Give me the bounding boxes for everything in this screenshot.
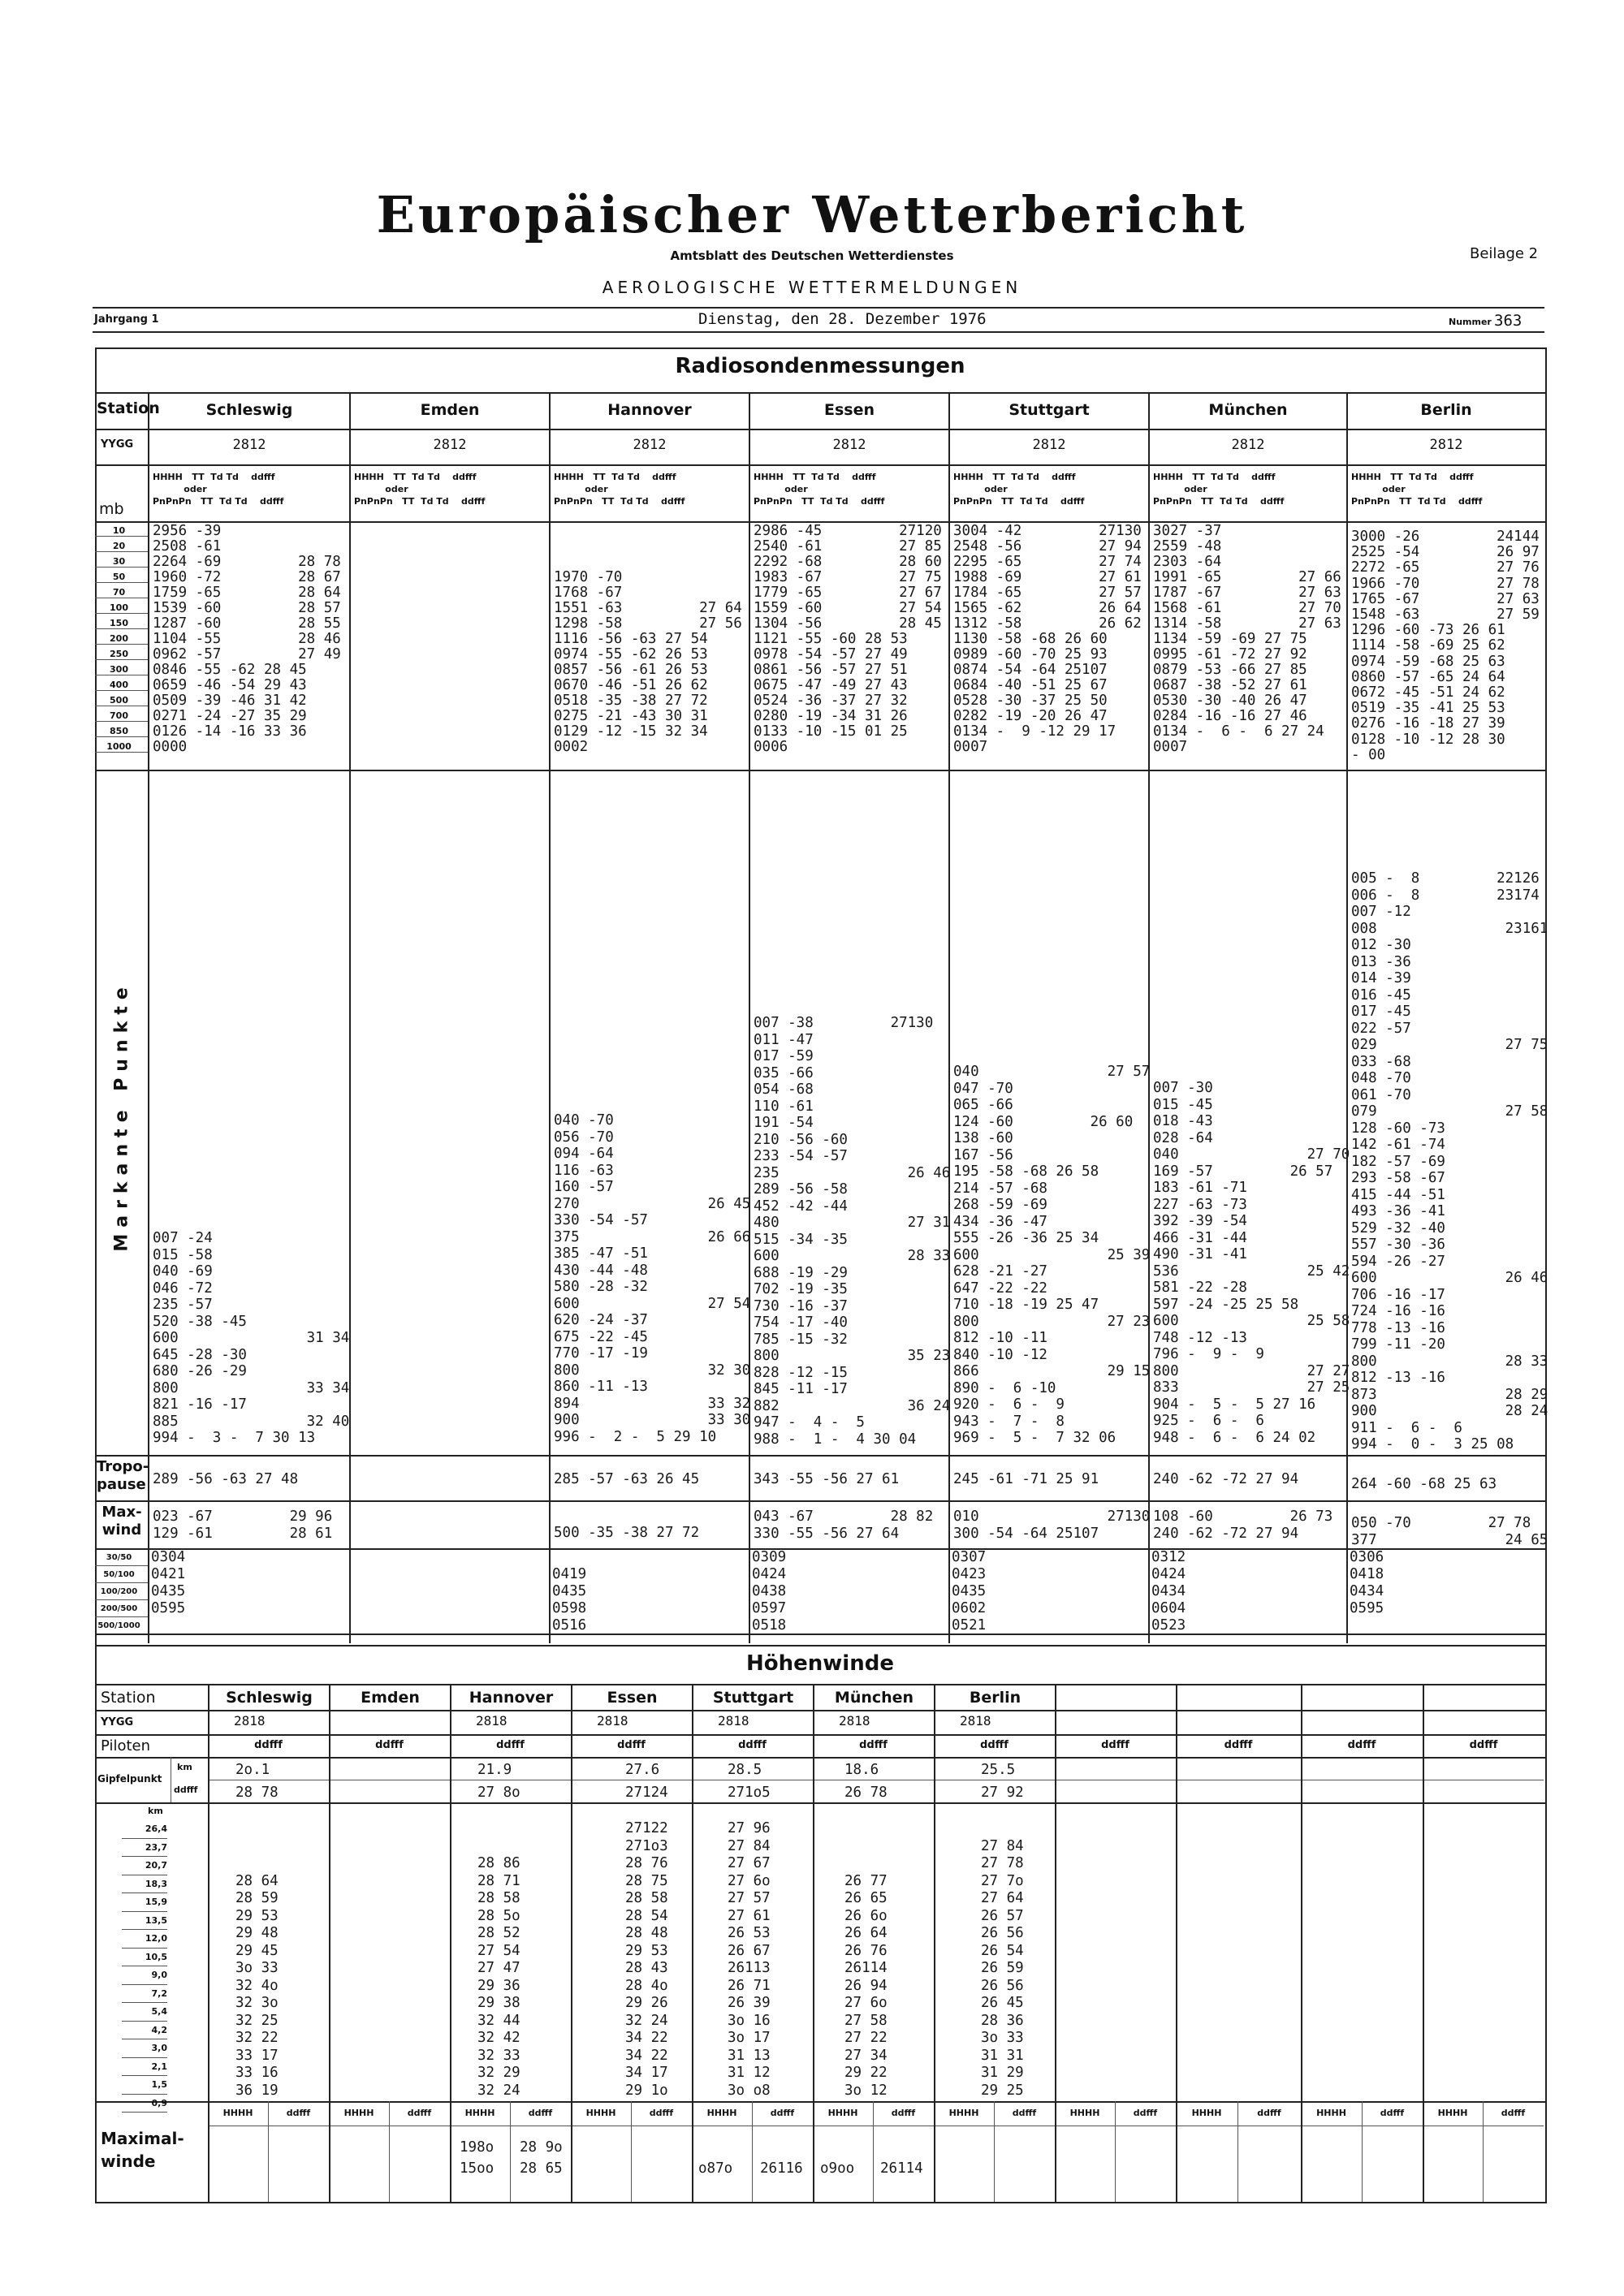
station-essen: Essen [823, 401, 875, 419]
ddfff-label: ddfff [375, 1739, 404, 1751]
station-schleswig: Schleswig [205, 401, 293, 419]
maxw-muenchen: 108 -60 26 73 240 -62 -72 27 94 [1153, 1508, 1333, 1542]
column-header: HHHH TT Td Td ddfff oder PnPnPn TT Td Td ddfff [354, 472, 486, 507]
ddfff-label: ddfff [891, 2108, 916, 2118]
mark-schleswig: 007 -24 015 -58 040 -69 046 -72 235 -57 520 -38 -45 600 31 34 645 -28 -30 680 -26 -29 800 33 34 821 -16 -17 885 32 40 994 - 3 - 7 30 13 [153, 1230, 350, 1446]
tropo-stuttgart: 245 -61 -71 25 91 [953, 1471, 1099, 1487]
tropopause-label: Tropo- pause [97, 1458, 149, 1493]
hw-station-muenchen: München [834, 1689, 914, 1707]
tropo-berlin: 264 -60 -68 25 63 [1351, 1476, 1497, 1492]
column-header: HHHH TT Td Td ddfff oder PnPnPn TT Td Td ddfff [554, 472, 685, 507]
hhhh-label: HHHH [343, 2108, 374, 2118]
hw-schleswig: 28 64 28 59 29 53 29 48 29 45 3o 33 32 4o 32 3o 32 25 32 22 33 17 33 16 36 19 [235, 1872, 279, 2099]
yygg-value: 2812 [1032, 437, 1066, 453]
std-essen: 2986 -45 27120 2540 -61 27 85 2292 -68 28 60 1983 -67 27 75 1779 -65 27 67 1559 -60 27 54 1304 -56 28 45 1121 -55 -60 28 53 0978 -54 -57 27 49 0861 -56 -57 27 51 0675 -47 -49 27 43 0524 -36 -37 27 32 0280 -19 -34 31 26 0133 -10 -15 01 25 0006 [754, 523, 942, 755]
maxw-essen: 043 -67 28 82 330 -55 -56 27 64 [754, 1508, 934, 1542]
jahrgang: Jahrgang 1 [94, 313, 159, 326]
gipfel-berlin: 25.5 27 92 [981, 1762, 1024, 1801]
hw-yygg: 2818 [234, 1713, 266, 1728]
hw-berlin: 27 84 27 78 27 7o 27 64 26 57 26 56 26 54 26 59 26 56 26 45 28 36 3o 33 31 31 31 29 29 25 [981, 1837, 1024, 2099]
yygg-label: YYGG [101, 438, 134, 451]
km-label: km [148, 1806, 163, 1816]
hw-station-label: Station [101, 1689, 156, 1707]
ddfff-label: ddfff [254, 1739, 283, 1751]
subtitle: Amtsblatt des Deutschen Wetterdienstes [670, 248, 954, 263]
column-header: HHHH TT Td Td ddfff oder PnPnPn TT Td Td ddfff [1153, 472, 1285, 507]
radiosonde-title: Radiosondenmessungen [675, 354, 965, 378]
station-berlin: Berlin [1420, 401, 1472, 419]
ddfff-label: ddfff [407, 2108, 432, 2118]
hw-yygg: 2818 [718, 1713, 749, 1728]
hhhh-label: HHHH [1191, 2108, 1222, 2118]
yygg-value: 2812 [633, 437, 667, 453]
section-title: AEROLOGISCHE WETTERMELDUNGEN [602, 278, 1022, 297]
ddfff-label: ddfff [617, 1739, 646, 1751]
hhhh-label: HHHH [1437, 2108, 1468, 2118]
ddfff-label: ddfff [859, 1739, 888, 1751]
maximalwinde-label: Maximal- winde [101, 2129, 184, 2171]
station-muenchen: München [1208, 401, 1288, 419]
yygg-value: 2812 [832, 437, 866, 453]
ddfff-label: ddfff [1257, 2108, 1281, 2118]
hw-yygg: 2818 [476, 1713, 508, 1728]
tropo-hannover: 285 -57 -63 26 45 [554, 1471, 700, 1487]
mark-berlin: 005 - 8 22126 006 - 8 23174 007 -12 008 23161 012 -30 013 -36 014 -39 016 -45 017 -45 022 -57 029 27 75 033 -68 048 -70 061 -70 079 27 58 128 -60 -73 142 -61 -74 182 -57 -69 293 -58 -67 415 -44 -51 493 -36 -41 529 -32 -40 557 -30 -36 594 -26 -27 600 26 46 706 -16 -17 724 -16 -16 778 -13 -16 799 -11 -20 800 28 33 812 -13 -16 873 28 29 900 28 24 911 - 6 - 6 994 - 0 - 3 25 08 [1351, 870, 1548, 1452]
ddfff-label: ddfff [1469, 1739, 1498, 1751]
hw-hannover: 28 86 28 71 28 58 28 5o 28 52 27 54 27 47 29 36 29 38 32 44 32 42 32 33 32 29 32 24 [477, 1855, 520, 2099]
hw-essen: 27122 271o3 28 76 28 75 28 58 28 54 28 48 29 53 28 43 28 4o 29 26 32 24 34 22 34 22 34 17 29 1o [625, 1820, 668, 2099]
ddfff-label: ddfff [1380, 2108, 1405, 2118]
shear-berlin: 0306 0418 0434 0595 [1350, 1549, 1384, 1616]
hw-yygg: 2818 [597, 1713, 628, 1728]
rule [93, 307, 1544, 309]
yygg-value: 2812 [1429, 437, 1463, 453]
column-header: HHHH TT Td Td ddfff oder PnPnPn TT Td Td ddfff [754, 472, 885, 507]
maxw-essen-d: o87o [698, 2160, 733, 2177]
yygg-value: 2812 [232, 437, 266, 453]
tropo-muenchen: 240 -62 -72 27 94 [1153, 1471, 1299, 1487]
hw-station-hannover: Hannover [469, 1689, 554, 1707]
ddfff-label: ddfff [980, 1739, 1009, 1751]
maxw-muenchen-h: 26114 [880, 2160, 923, 2177]
std-schleswig: 2956 -39 2508 -61 2264 -69 28 78 1960 -72 28 67 1759 -65 28 64 1539 -60 28 57 1287 -60 28 55 1104 -55 28 46 0962 -57 27 49 0846 -55 -62 28 45 0659 -46 -54 29 43 0509 -39 -46 31 42 0271 -24 -27 35 29 0126 -14 -16 33 36 0000 [153, 523, 341, 755]
mb-label: mb [99, 500, 124, 518]
gipfelpunkt-label: Gipfelpunkt [97, 1773, 162, 1785]
hhhh-label: HHHH [706, 2108, 737, 2118]
shear-schleswig: 0304 0421 0435 0595 [151, 1549, 186, 1616]
maxw-stuttgart-h: 26116 [760, 2160, 803, 2177]
std-muenchen: 3027 -37 2559 -48 2303 -64 1991 -65 27 66 1787 -67 27 63 1568 -61 27 70 1314 -58 27 63 1134 -59 -69 27 75 0995 -61 -72 27 92 0879 -53 -66 27 85 0687 -38 -52 27 61 0530 -30 -40 26 47 0284 -16 -16 27 46 0134 - 6 - 6 27 24 0007 [1153, 523, 1341, 755]
hhhh-label: HHHH [464, 2108, 495, 2118]
shear-stuttgart: 0307 0423 0435 0602 0521 [952, 1549, 987, 1634]
hoehenwinde-title: Höhenwinde [746, 1651, 894, 1676]
hw-yygg: 2818 [839, 1713, 870, 1728]
shear-hannover: 0419 0435 0598 0516 [552, 1566, 587, 1634]
ddfff-label: ddfff [1347, 1739, 1376, 1751]
ddfff-label: ddfff [174, 1785, 198, 1795]
hw-station-emden: Emden [361, 1689, 420, 1707]
mark-hannover: 040 -70 056 -70 094 -64 116 -63 160 -57 270 26 45 330 -54 -57 375 26 66 385 -47 -51 430 -44 -48 580 -28 -32 600 27 54 620 -24 -37 675 -22 -45 770 -17 -19 800 32 30 860 -11 -13 894 33 32 900 33 30 996 - 2 - 5 29 10 [554, 1112, 751, 1445]
ddfff-label: ddfff [770, 2108, 795, 2118]
maxw-hannover-d: 28 9o 28 65 [520, 2139, 563, 2177]
hw-yygg: 2818 [960, 1713, 991, 1728]
gipfel-muenchen: 18.6 26 78 [844, 1762, 888, 1801]
hhhh-label: HHHH [1069, 2108, 1100, 2118]
hhhh-label: HHHH [222, 2108, 253, 2118]
ddfff-label: ddfff [1224, 1739, 1253, 1751]
column-header: HHHH TT Td Td ddfff oder PnPnPn TT Td Td ddfff [1351, 472, 1483, 507]
hw-station-stuttgart: Stuttgart [712, 1689, 794, 1707]
hw-muenchen: 26 77 26 65 26 6o 26 64 26 76 26114 26 94 27 6o 27 58 27 22 27 34 29 22 3o 12 [844, 1872, 888, 2099]
tropo-schleswig: 289 -56 -63 27 48 [153, 1471, 299, 1487]
yygg-value: 2812 [433, 437, 467, 453]
station-stuttgart: Stuttgart [1009, 401, 1090, 419]
hhhh-label: HHHH [1316, 2108, 1346, 2118]
column-header: HHHH TT Td Td ddfff oder PnPnPn TT Td Td ddfff [953, 472, 1085, 507]
gipfel-hannover: 21.9 27 8o [477, 1762, 520, 1801]
markante-punkte-label: Markante Punkte [111, 981, 132, 1252]
hhhh-label: HHHH [948, 2108, 979, 2118]
hhhh-label: HHHH [585, 2108, 616, 2118]
nummer-label: Nummer [1449, 317, 1492, 327]
hhhh-label: HHHH [827, 2108, 858, 2118]
yygg-value: 2812 [1231, 437, 1265, 453]
column-header: HHHH TT Td Td ddfff oder PnPnPn TT Td Td ddfff [153, 472, 284, 507]
issue-date: Dienstag, den 28. Dezember 1976 [698, 310, 987, 328]
station-hannover: Hannover [607, 401, 692, 419]
gipfel-schleswig: 2o.1 28 78 [235, 1762, 279, 1801]
station-emden: Emden [420, 401, 480, 419]
rule [93, 331, 1544, 333]
ddfff-label: ddfff [286, 2108, 311, 2118]
gipfel-essen: 27.6 27124 [625, 1762, 668, 1801]
km-label: km [177, 1762, 192, 1772]
mark-essen: 007 -38 27130 011 -47 017 -59 035 -66 054 -68 110 -61 191 -54 210 -56 -60 233 -54 -57 235 26 46 289 -56 -58 452 -42 -44 480 27 31 515 -34 -35 600 28 33 688 -19 -29 702 -19 -35 730 -16 -37 754 -17 -40 785 -15 -32 800 35 23 828 -12 -15 845 -11 -17 882 36 24 947 - 4 - 5 988 - 1 - 4 30 04 [754, 1015, 951, 1448]
shear-essen: 0309 0424 0438 0597 0518 [752, 1549, 787, 1634]
ddfff-label: ddfff [496, 1739, 525, 1751]
hw-station-berlin: Berlin [969, 1689, 1021, 1707]
std-hannover: 1970 -70 1768 -67 1551 -63 27 64 1298 -58 27 56 1116 -56 -63 27 54 0974 -55 -62 26 53 0857 -56 -61 26 53 0670 -46 -51 26 62 0518 -35 -38 27 72 0275 -21 -43 30 31 0129 -12 -15 32 34 0002 [554, 569, 742, 755]
maxwind-label: Max- wind [102, 1504, 142, 1539]
mark-stuttgart: 040 27 57 047 -70 065 -66 124 -60 26 60 138 -60 167 -56 195 -58 -68 26 58 214 -57 -68 268 -59 -69 434 -36 -47 555 -26 -36 25 34 600 25 39 628 -21 -27 647 -22 -22 710 -18 -19 25 47 800 27 23 812 -10 -11 840 -10 -12 866 29 15 890 - 6 -10 920 - 6 - 9 943 - 7 - 8 969 - 5 - 7 32 06 [953, 1064, 1151, 1446]
ddfff-label: ddfff [649, 2108, 674, 2118]
beilage: Beilage 2 [1470, 245, 1539, 262]
hw-yygg-label: YYGG [101, 1716, 134, 1728]
page-title: Europäischer Wetterbericht [376, 185, 1248, 244]
std-berlin: 3000 -26 24144 2525 -54 26 97 2272 -65 27 76 1966 -70 27 78 1765 -67 27 63 1548 -63 27 59 1296 -60 -73 26 61 1114 -58 -69 25 62 0974 -59 -68 25 63 0860 -57 -65 24 64 0672 -45 -51 24 62 0519 -35 -41 25 53 0276 -16 -18 27 39 0128 -10 -12 28 30 - 00 [1351, 529, 1540, 763]
maxw-schleswig: 023 -67 29 96 129 -61 28 61 [153, 1508, 333, 1542]
nummer: 363 [1494, 312, 1522, 330]
ddfff-label: ddfff [1012, 2108, 1037, 2118]
height-levels: 26,4 23,7 20,7 18,3 15,9 13,5 12,0 10,5 9,0 7,2 5,4 4,2 3,0 2,1 1,5 0,9 [122, 1820, 167, 2113]
mb-levels: 10 20 30 50 70 100 150 200 250 300 400 500 700 850 1000 [106, 525, 132, 752]
hw-stuttgart: 27 96 27 84 27 67 27 6o 27 57 27 61 26 53 26 67 26113 26 71 26 39 3o 16 3o 17 31 13 31 12 3o o8 [728, 1820, 771, 2099]
station-label: Station [97, 399, 160, 417]
ddfff-label: ddfff [1501, 2108, 1526, 2118]
ddfff-label: ddfff [1133, 2108, 1158, 2118]
piloten-label: Piloten [101, 1737, 151, 1754]
ddfff-label: ddfff [1101, 1739, 1129, 1751]
maxw-stuttgart-d: o9oo [820, 2160, 855, 2177]
ddfff-label: ddfff [738, 1739, 767, 1751]
shear-labels: 30/50 50/100 100/200 200/500 500/1000 [97, 1553, 140, 1630]
maxw-stuttgart: 010 27130 300 -54 -64 25107 [953, 1508, 1151, 1542]
std-stuttgart: 3004 -42 27130 2548 -56 27 94 2295 -65 27 74 1988 -69 27 61 1784 -65 27 57 1565 -62 26 64 1312 -58 26 62 1130 -58 -68 26 60 0989 -60 -70 25 93 0874 -54 -64 25107 0684 -40 -51 25 67 0528 -30 -37 25 50 0282 -19 -20 26 47 0134 - 9 -12 29 17 0007 [953, 523, 1142, 755]
maxw-berlin: 050 -70 27 78 377 24 65 [1351, 1515, 1548, 1548]
mark-muenchen: 007 -30 015 -45 018 -43 028 -64 040 27 70 169 -57 26 57 183 -61 -71 227 -63 -73 392 -39 -54 466 -31 -44 490 -31 -41 536 25 42 581 -22 -28 597 -24 -25 25 58 600 25 58 748 -12 -13 796 - 9 - 9 800 27 27 833 27 25 904 - 5 - 5 27 16 925 - 6 - 6 948 - 6 - 6 24 02 [1153, 1080, 1350, 1446]
shear-muenchen: 0312 0424 0434 0604 0523 [1151, 1549, 1186, 1634]
hw-station-schleswig: Schleswig [226, 1689, 313, 1707]
maxw-hannover-h: 198o 15oo [460, 2139, 495, 2177]
ddfff-label: ddfff [528, 2108, 553, 2118]
maxw-hannover: 500 -35 -38 27 72 [554, 1525, 700, 1541]
tropo-essen: 343 -55 -56 27 61 [754, 1471, 900, 1487]
gipfel-stuttgart: 28.5 271o5 [728, 1762, 771, 1801]
hw-station-essen: Essen [607, 1689, 658, 1707]
